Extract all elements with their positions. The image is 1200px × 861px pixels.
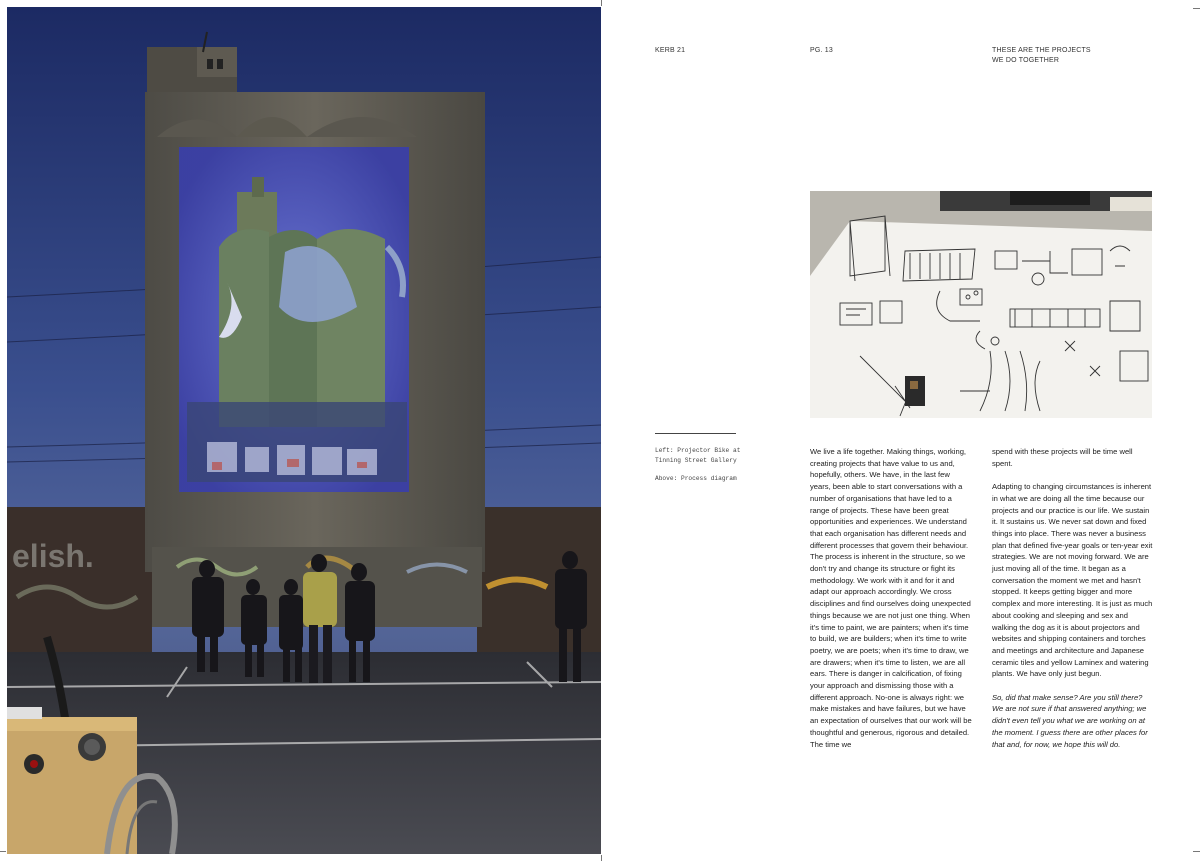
process-diagram-illustration [810, 191, 1152, 418]
body-paragraph-italic: So, did that make sense? Are you still there? We are not sure if that answered anything; we didn't even tell you what we are working on at the moment. I guess there are other places for that and, for now, we hope this will do. [992, 692, 1148, 749]
section-title-line-1: THESE ARE THE PROJECTS [992, 47, 1091, 54]
caption-rule [655, 433, 736, 434]
page-number: PG. 13 [810, 47, 833, 54]
body-paragraph: spend with these projects will be time well spent. [992, 447, 1133, 468]
process-diagram-photo [810, 191, 1152, 418]
section-title-line-2: WE DO TOGETHER [992, 56, 1060, 64]
wall-sign-text: elish. [12, 538, 94, 574]
crop-mark [601, 855, 602, 861]
crop-mark [1193, 851, 1200, 852]
body-column-1 [810, 446, 972, 750]
body-paragraph: We live a life together. Making things, working, creating projects that have value to us and, hopefully, others. We have, in the last few years, been able to start conversations with a number of organisations that have led to a range of projects. These have been great opportunities and experiences. We understand that each organisation has different needs and different processes that govern their behaviour. The process is inherent in the structure, so we don't try and change its structure or fight its methodology. We work with it and for it and adapt our approach accordingly. We cross disciplines and find ourselves doing unexpected things because we are not just one thing. When it's time to paint, we are painters; when it's time to build, we are builders; when it's time to write poetry, we are poets; when it's time to draw, we are drawers; when it's time to listen, we are all ears. There is danger in calcification, of fixing your approach and dismissing those with a different approach. No-one is always right: we make mistakes and have failures, but we have an expectation of ourselves that our work will be thoughtful and generous, rigorous and detailed. The time we [810, 447, 972, 749]
caption-above: Above: Process diagram [655, 475, 737, 482]
body-column-2 [992, 446, 1154, 750]
silo-projection-illustration [7, 7, 601, 854]
caption-left: Left: Projector Bike at Tinning Street Gallery [655, 447, 741, 464]
magazine-name: KERB 21 [655, 47, 686, 54]
crop-mark [601, 0, 602, 6]
crop-mark [1193, 8, 1200, 9]
section-title [992, 46, 1091, 65]
crop-mark [0, 851, 6, 852]
body-paragraph: Adapting to changing circumstances is inherent in what we are doing all the time because our projects and our practice is our life. We sustain it. It sustains us. We never sat down and fixed things into place. There was never a business plan that defined five-year goals or ten-year exit strategies. We are not moving forward. We are just moving all of the time. It began as a conversation the moment we met and hasn't stopped. It keeps getting bigger and more complex and more interesting. It is just as much about cooking and sleeping and sex and walking the dog as it is about projectors and websites and shipping containers and torches and meetings and architecture and Japanese ceramic tiles and yellow Laminex and watering plants. We have only just begun. [992, 482, 1153, 679]
projection-photo [7, 7, 601, 854]
